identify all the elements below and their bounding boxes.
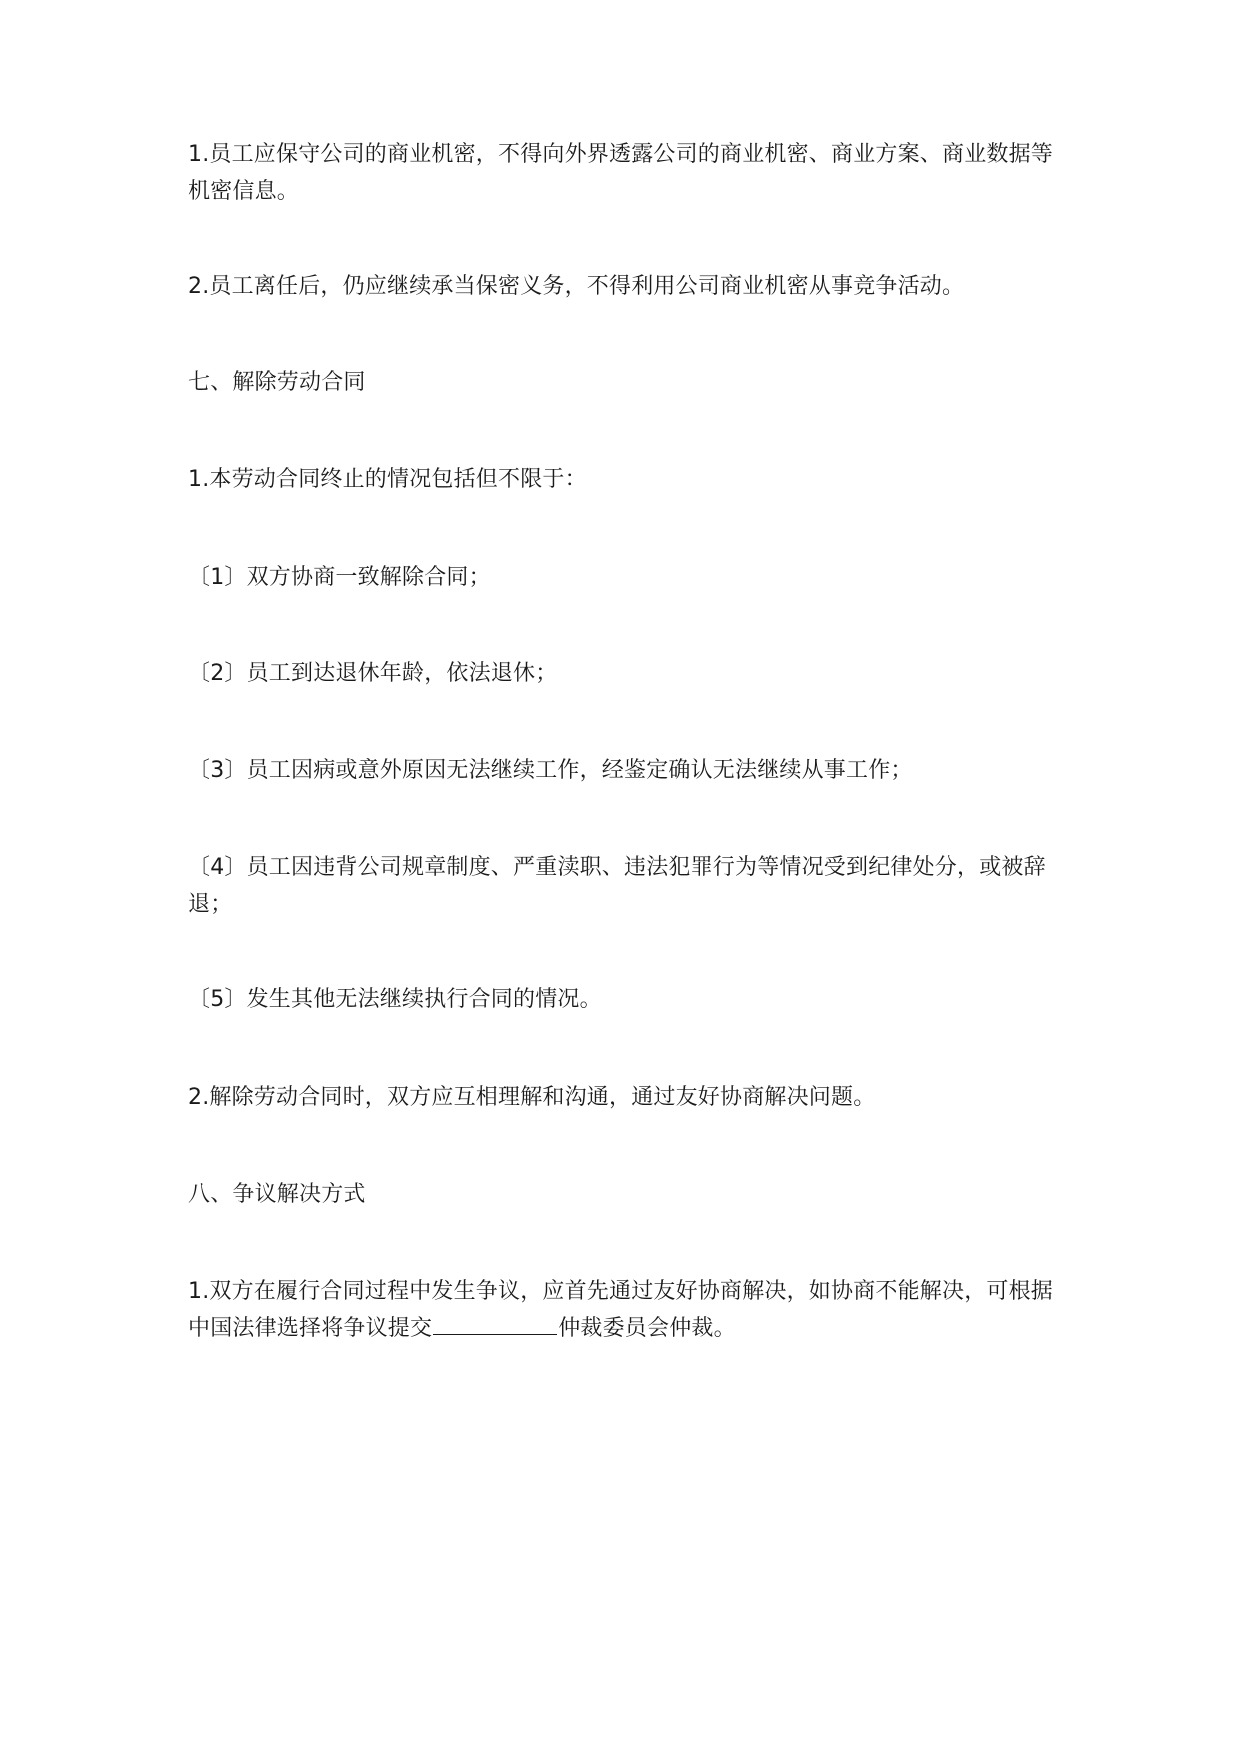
arbitration-commission-blank xyxy=(433,1312,557,1335)
list-item-termination-5: 〔5〕发生其他无法继续执行合同的情况。 xyxy=(188,987,602,1012)
list-item-termination-3: 〔3〕员工因病或意外原因无法继续工作，经鉴定确认无法继续从事工作； xyxy=(188,758,913,783)
paragraph-confidentiality-2: 2.员工离任后，仍应继续承当保密义务，不得利用公司商业机密从事竞争活动。 xyxy=(188,274,965,299)
list-item-termination-1: 〔1〕双方协商一致解除合同； xyxy=(188,565,491,590)
dispute-text-after-blank: 仲裁委员会仲裁。 xyxy=(558,1316,736,1341)
paragraph-termination-communication: 2.解除劳动合同时，双方应互相理解和沟通，通过友好协商解决问题。 xyxy=(188,1085,876,1110)
paragraph-dispute-arbitration xyxy=(188,1273,1068,1347)
list-item-termination-2: 〔2〕员工到达退休年龄，依法退休； xyxy=(188,661,558,686)
section-heading-dispute-resolution: 八、争议解决方式 xyxy=(188,1182,366,1207)
dispute-text-before-blank: 1.双方在履行合同过程中发生争议，应首先通过友好协商解决，如协商不能解决，可根据中国法律选择将争议提交 xyxy=(188,1279,1053,1341)
paragraph-confidentiality-1: 1.员工应保守公司的商业机密，不得向外界透露公司的商业机密、商业方案、商业数据等机密信息。 xyxy=(188,142,1053,204)
section-heading-termination: 七、解除劳动合同 xyxy=(188,370,366,395)
paragraph-termination-intro: 1.本劳动合同终止的情况包括但不限于： xyxy=(188,467,587,492)
list-item-termination-4: 〔4〕员工因违背公司规章制度、严重渎职、违法犯罪行为等情况受到纪律处分，或被辞退； xyxy=(188,855,1046,917)
